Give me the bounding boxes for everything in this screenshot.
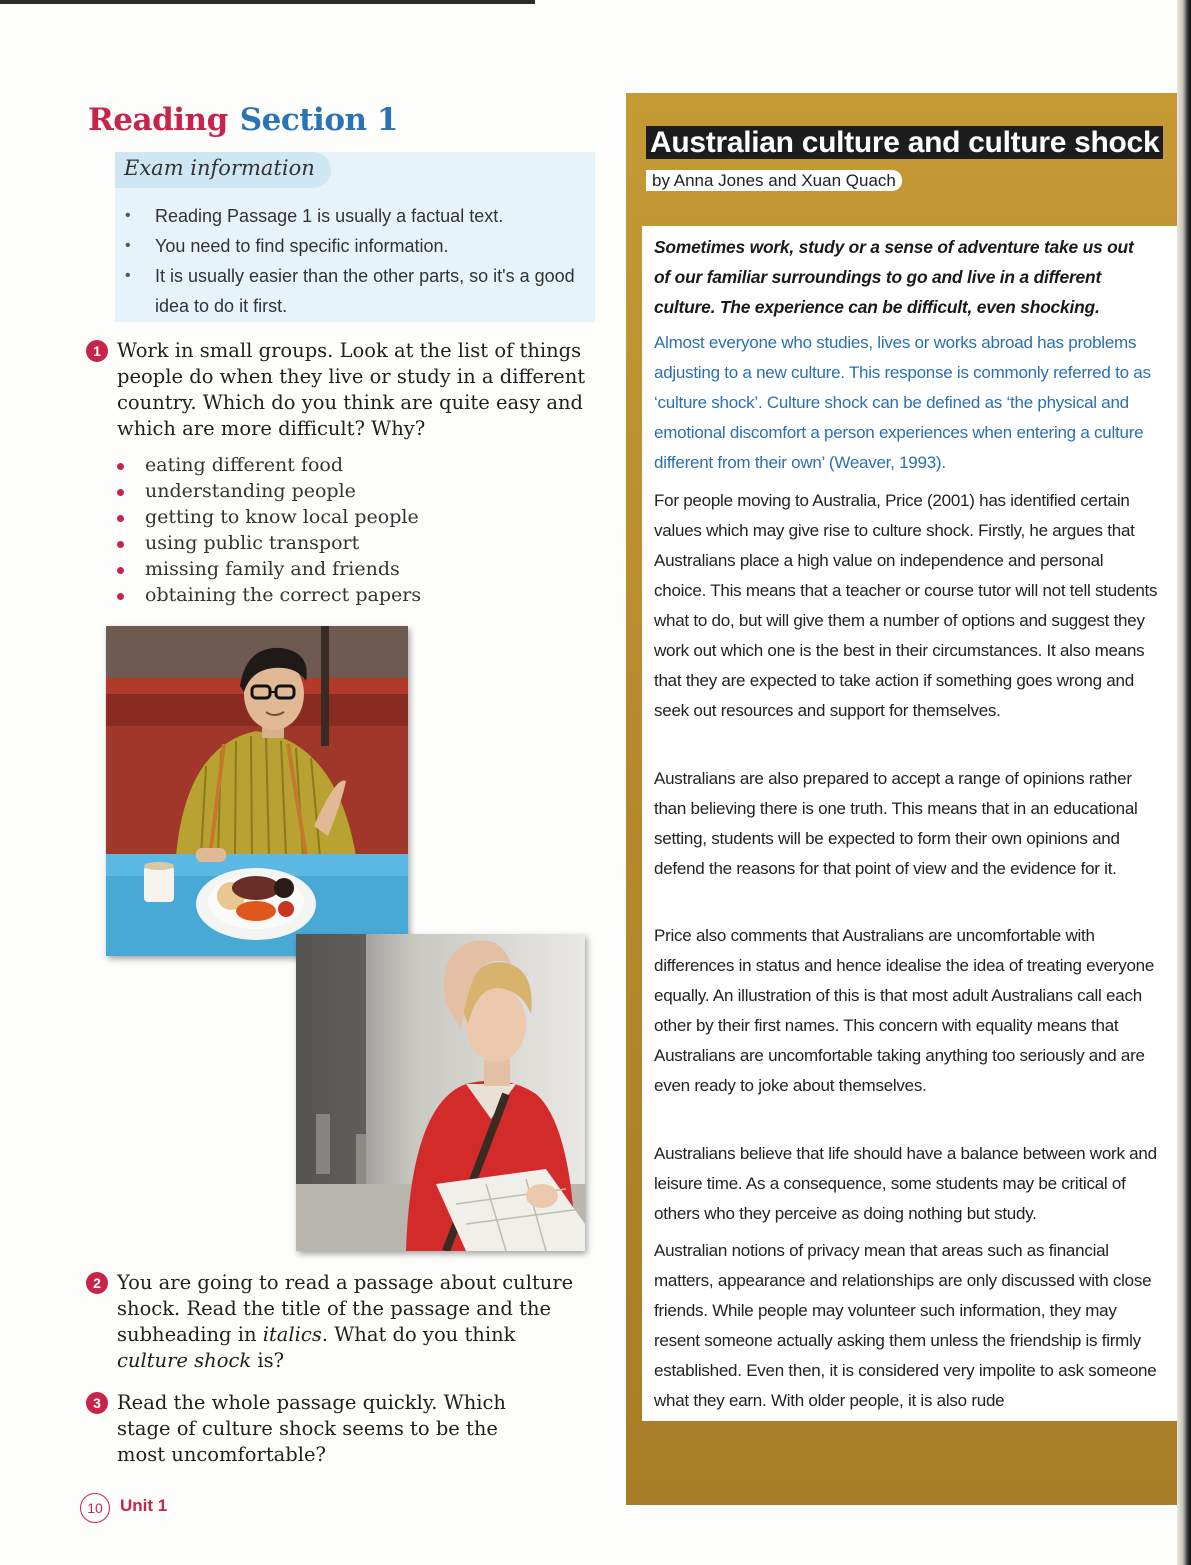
article-paragraph: Australians are also prepared to accept a range of opinions rather than believing there is one truth. This means that in an educational setting, students will be expected to form their own opinions and defend the reasons for that point of view and the evidence for it. <box>654 769 1138 878</box>
article-byline-text: by Anna Jones and Xuan Quach <box>646 170 902 191</box>
section-word-number: Section 1 <box>239 102 398 138</box>
section-title <box>88 102 398 138</box>
unit-label: Unit 1 <box>120 1496 168 1515</box>
question-2-italics-word: italics <box>262 1323 322 1346</box>
article-paragraph: Australian notions of privacy mean that areas such as financial matters, appearance and relationships are only discussed with close friends. While people may volunteer such information, they may resent someone actually asking them unless the friendship is firmly established. Even then, it is considered very impolite to ask someone what they earn. With older people, it is also rude <box>654 1241 1157 1410</box>
top-rule <box>0 0 535 4</box>
article-title <box>646 126 1163 160</box>
exam-info-bullet: • Reading Passage 1 is usually a factual text. <box>125 201 585 231</box>
question-3-text: Read the whole passage quickly. Which stage of culture shock seems to be the most uncomfortable? <box>117 1391 506 1466</box>
section-word-reading: Reading <box>88 102 228 138</box>
question-2-text-part: . What do you think <box>321 1323 516 1346</box>
exam-info-bullet: • It is usually easier than the other parts, so it's a good idea to do it first. <box>125 261 585 321</box>
question-2-number: 2 <box>86 1272 108 1294</box>
question-1-number: 1 <box>86 340 108 362</box>
question-3-number: 3 <box>86 1392 108 1414</box>
question-2-text <box>117 1270 587 1374</box>
exam-info-list <box>125 201 585 321</box>
map-photo-illustration <box>296 934 585 1251</box>
article-paragraph-definition: Almost everyone who studies, lives or works abroad has problems adjusting to a new culture. This response is commonly referred to as ‘culture shock’. Culture shock can be defined as ‘the physical and emotional discomfort a person experiences when entering a culture different from their own’ (Weaver, 1993). <box>654 333 1151 472</box>
exam-info-bullet: • You need to find specific information. <box>125 231 585 261</box>
question-2-text-part: is? <box>251 1349 285 1372</box>
photo-man-with-map <box>296 934 585 1251</box>
list-item: using public transport <box>115 530 421 556</box>
exam-info-heading: Exam information <box>124 156 315 180</box>
list-item: missing family and friends <box>115 556 421 582</box>
article-title-text: Australian culture and culture shock <box>646 126 1163 159</box>
page-number: 10 <box>80 1493 110 1523</box>
difficulty-list <box>115 452 421 608</box>
question-1-text: Work in small groups. Look at the list of things people do when they live or study in a different country. Which do you think are quite easy and which are more difficult? Why? <box>117 339 586 440</box>
article-paragraph: For people moving to Australia, Price (2001) has identified certain values which may give rise to culture shock. Firstly, he argues that Australians place a high value on independence and personal choice. This means that a teacher or course tutor will not tell students what to do, but will give them a number of options and suggest they work out which one is the best in their circumstances. It also means that they are expected to take action if something goes wrong and seek out resources and support for themselves. <box>654 491 1158 720</box>
list-item: obtaining the correct papers <box>115 582 421 608</box>
article-byline <box>646 171 902 191</box>
breakfast-photo-illustration <box>106 626 408 956</box>
question-2-text-part: You are going to read a passage about culture shock. Read the title of the passage and the subheading in <box>117 1271 574 1346</box>
list-item: eating different food <box>115 452 421 478</box>
photo-man-eating-breakfast <box>106 626 408 956</box>
page-edge-shadow <box>1177 0 1191 1565</box>
article-intro: Sometimes work, study or a sense of adventure take us out of our familiar surroundings to go and live in a different culture. The experience can be difficult, even shocking. <box>654 237 1134 317</box>
article-paragraph: Price also comments that Australians are uncomfortable with differences in status and hence idealise the idea of treating everyone equally. An illustration of this is that most adult Australians call each other by their first names. This concern with equality means that Australians are uncomfortable taking anything too seriously and are even ready to joke about themselves. <box>654 926 1155 1095</box>
article-paragraph: Australians believe that life should have a balance between work and leisure time. As a consequence, some students may be critical of others who they perceive as doing nothing but study. <box>654 1144 1157 1223</box>
question-2-culture-shock-term: culture shock <box>117 1349 252 1372</box>
list-item: getting to know local people <box>115 504 421 530</box>
list-item: understanding people <box>115 478 421 504</box>
